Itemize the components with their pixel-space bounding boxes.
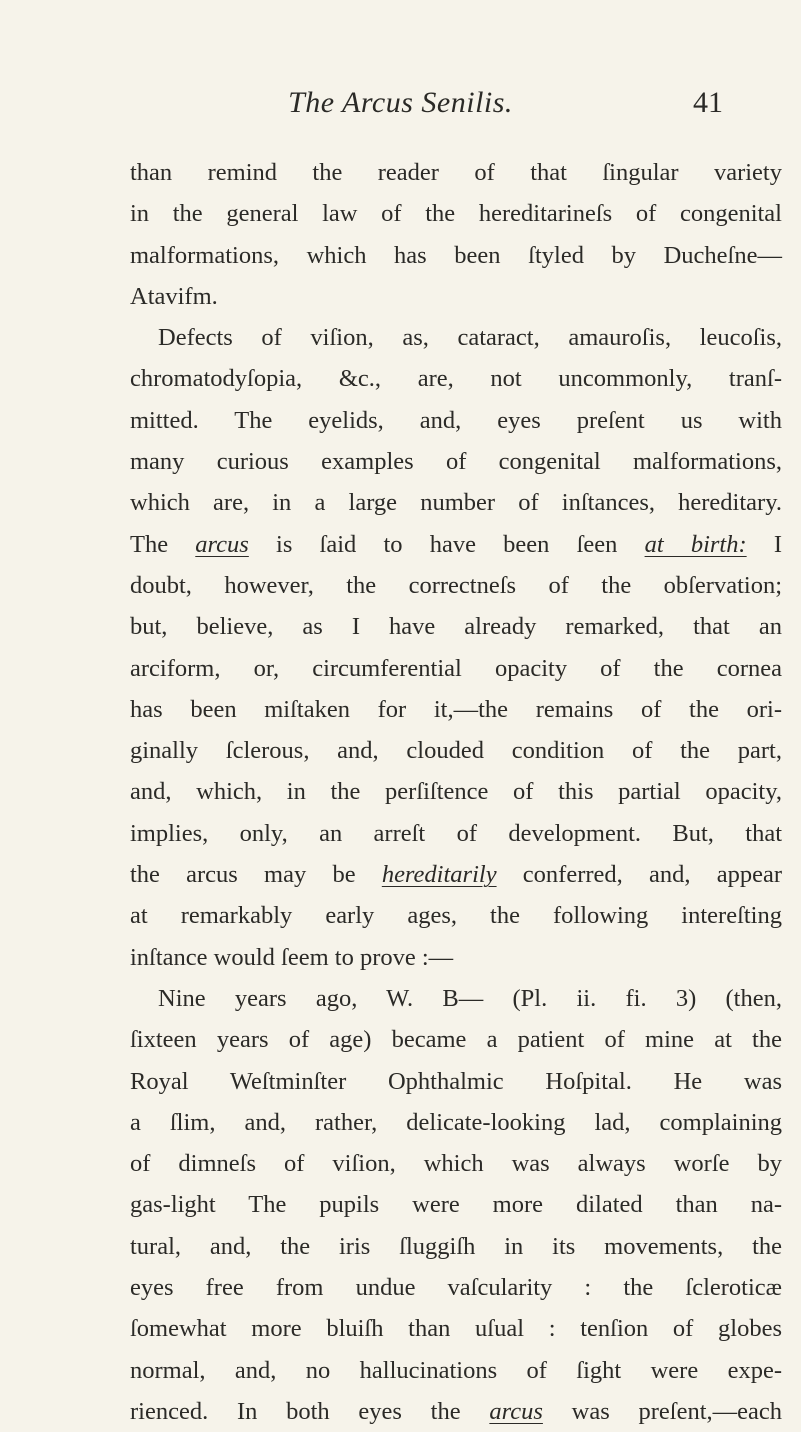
text-line: doubt, however, the correctneſs of the obſervation; [130, 571, 782, 599]
text-line: eyes free from undue vaſcularity : the ſcleroticæ [130, 1274, 782, 1302]
text-line: implies, only, an arreſt of development. But, that [130, 819, 782, 847]
line-text: the arcus may be [130, 861, 356, 889]
text-line: chromatodyſopia, &c., are, not uncommonly, tranſ- [130, 365, 782, 393]
line-text: is ſaid to have been ſeen [276, 530, 618, 558]
text-line: at remarkably early ages, the following intereſting [130, 902, 782, 930]
line-text: conferred, and, appear [522, 861, 782, 889]
text-line: than remind the reader of that ſingular variety [130, 159, 782, 186]
text-line: normal, and, no hallucinations of ſight were expe- [130, 1356, 782, 1384]
body-text [130, 152, 782, 1432]
italic-term: arcus [195, 530, 249, 558]
line-text: was preſent,—each [571, 1397, 783, 1425]
text-line: tural, and, the iris ſluggiſh in its movements, the [130, 1232, 782, 1260]
text-line: many curious examples of congenital malformations, [130, 448, 782, 476]
paragraph-start: Nine years ago, W. B— (Pl. ii. fi. 3) (then, [158, 984, 782, 1012]
text-line: inſtance would ſeem to prove :— [130, 943, 454, 971]
italic-term: arcus [489, 1397, 543, 1425]
page-number: 41 [693, 86, 723, 119]
text-line [130, 1391, 782, 1432]
text-line: malformations, which has been ſtyled by Ducheſne— [130, 241, 782, 269]
line-text: rienced. In both eyes the [130, 1397, 461, 1425]
italic-term: hereditarily [381, 861, 497, 889]
text-line: gas-light The pupils were more dilated than na- [130, 1191, 782, 1219]
text-line: a ſlim, and, rather, delicate-looking lad, complaining [130, 1108, 782, 1136]
running-title: The Arcus Senilis. [288, 86, 513, 119]
text-line: Atavifm. [130, 282, 218, 310]
text-line: of dimneſs of viſion, which was always worſe by [130, 1150, 782, 1178]
running-head [0, 86, 801, 136]
text-line [130, 524, 782, 565]
text-line: Royal Weſtminſter Ophthalmic Hoſpital. He was [130, 1067, 782, 1095]
text-line: which are, in a large number of inſtances, hereditary. [130, 489, 782, 517]
text-line: ginally ſclerous, and, clouded condition of the part, [130, 737, 782, 765]
text-line: ſixteen years of age) became a patient of mine at the [130, 1026, 782, 1054]
text-line: mitted. The eyelids, and, eyes preſent us with [130, 406, 782, 434]
paragraph-start: Defects of viſion, as, cataract, amauroſis, leucoſis, [158, 324, 782, 352]
text-line: but, believe, as I have already remarked, that an [130, 613, 782, 641]
line-text: I [773, 530, 782, 558]
italic-term: at birth: [644, 530, 747, 558]
text-line: has been miſtaken for it,—the remains of the ori- [130, 695, 782, 723]
text-line: arciform, or, circumferential opacity of the cornea [130, 654, 782, 682]
text-line [130, 854, 782, 895]
text-line: in the general law of the hereditarineſs of congenital [130, 200, 782, 228]
text-line: and, which, in the perſiſtence of this partial opacity, [130, 778, 782, 806]
line-text: The [130, 530, 169, 558]
text-line: ſomewhat more bluiſh than uſual : tenſion of globes [130, 1315, 782, 1343]
